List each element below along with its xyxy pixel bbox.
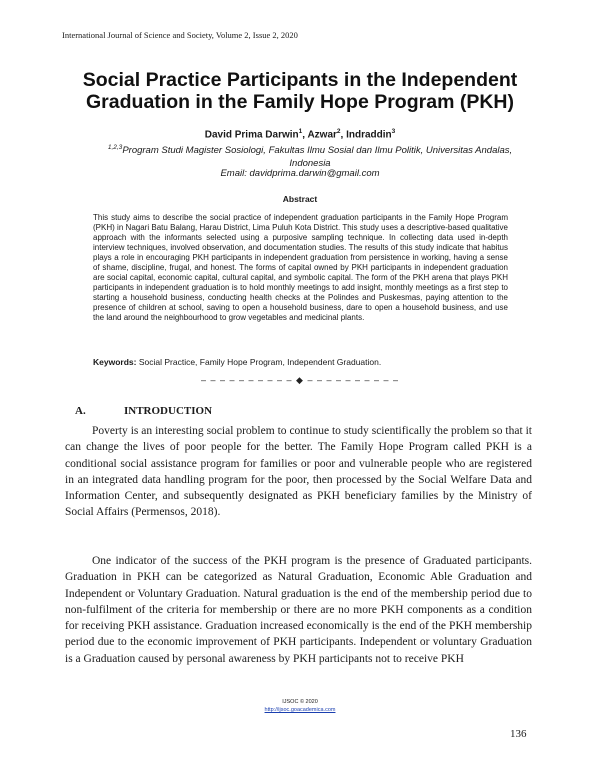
section-letter: A.	[75, 405, 86, 417]
journal-header: International Journal of Science and Society, Volume 2, Issue 2, 2020	[62, 30, 298, 40]
affiliation-mark: 1,2,3	[107, 144, 123, 151]
author-list	[40, 128, 560, 140]
keywords-label: Keywords:	[93, 357, 137, 367]
author-affiliation-mark: 3	[391, 128, 396, 135]
keywords-text: Social Practice, Family Hope Program, Independent Graduation.	[138, 357, 382, 367]
section-title: INTRODUCTION	[124, 405, 213, 417]
author-affiliation-mark: 1	[298, 128, 303, 135]
author-email: Email: davidprima.darwin@gmail.com	[220, 168, 380, 179]
section-divider: – – – – – – – – – – ◆ – – – – – – – – – –	[200, 375, 400, 385]
footer-copyright: IJSOC © 2020	[282, 699, 318, 705]
author-name: David Prima Darwin	[204, 129, 299, 141]
affiliation	[100, 141, 520, 170]
affiliation-text: Program Studi Magister Sosiologi, Fakultas Ilmu Sosial dan Ilmu Politik, Universitas Andalas, Indonesia	[122, 145, 513, 170]
author-separator: ,	[302, 129, 308, 141]
abstract-text: This study aims to describe the social practice of independent graduation participants in the Family Hope Program (PKH) in Nagari Batu Balang, Harau District, Lima Puluh Kota District. This study uses a descriptive-based qualitative approach with the informants selected using a purposive sampling technique. In collecting data used in-depth interview techniques, involved observation, and documentation studies. The results of this study indicate that habitus plays a role in encouraging PKH participants in independent graduation from persistence in working, having a sense of shame, discipline, frugal, and honest. The forms of capital owned by PKH participants in independent graduation are social capital, economic capital, cultural capital, and symbolic capital. The form of the PKH arena that plays PKH participants in independent graduation is to hold monthly meetings to add insight, monthly meetings as a first step to starting a household business, conducting health checks at the Polindes and Puskesmas, paying attention to the presence of children at school, saving to open a household business, dare to open a household business, and use the land around the neighbourhood to grow vegetables and medicinal plants.	[93, 213, 508, 322]
keywords	[93, 357, 523, 367]
page-number: 136	[510, 728, 527, 740]
paper-title: Social Practice Participants in the Independent Graduation in the Family Hope Program (PKH)	[82, 69, 518, 113]
body-paragraph: Poverty is an interesting social problem to continue to study scientifically the problem so that it can change the lives of poor people for the better. The Family Hope Program called PKH is a conditional social assistance program for families or poor and vulnerable people who are registered in an integrated data handling program for the poor, then processed by the Social Welfare Data and Information Center, and subsequently designated as PKH beneficiary families by the Ministry of Social Affairs (Permensos, 2018).	[65, 425, 532, 519]
author-name: Azwar	[307, 129, 337, 141]
author-affiliation-mark: 2	[336, 128, 341, 135]
body-paragraph: One indicator of the success of the PKH program is the presence of Graduated participants. Graduation in PKH can be categorized as Natural Graduation, Economic Able Graduation and Independent or Voluntary Graduation. Natural graduation is the end of the membership period due to non-fulfilment of the criteria for membership or there are no more PKH components as a condition for receiving PKH assistance. Graduation increased economically is the end of the PKH membership period due to the economic improvement of PKH participants. Independent or voluntary Graduation is a Graduation caused by personal awareness by PKH participants not to receive PKH	[65, 555, 532, 665]
footer-link[interactable]: http://ijsoc.goacademica.com	[264, 707, 336, 713]
author-name: Indraddin	[346, 129, 392, 141]
author-separator: ,	[340, 129, 347, 141]
abstract-heading: Abstract	[282, 194, 318, 204]
